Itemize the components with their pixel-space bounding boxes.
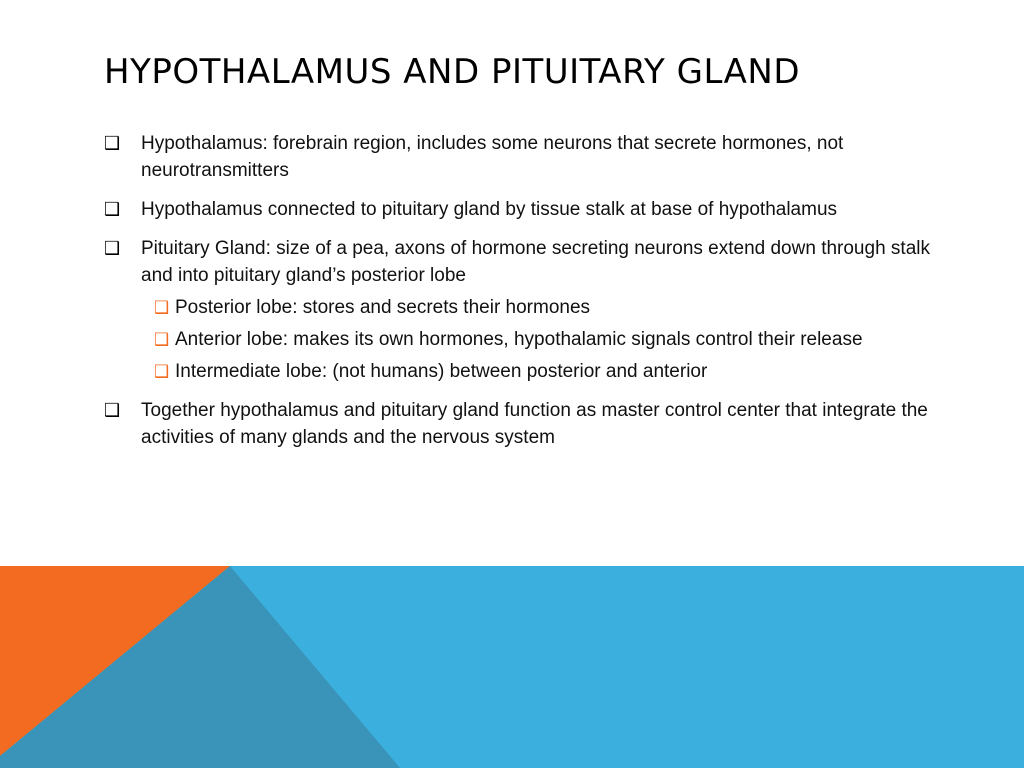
bullet-item	[104, 130, 934, 184]
bullet-item	[104, 235, 934, 289]
bullet-text: Together hypothalamus and pituitary gland function as master control center that integrate the activities of many glands and the nervous system	[141, 400, 928, 448]
sub-bullet-item	[104, 294, 934, 321]
bullet-term: Pituitary Gland:	[141, 238, 271, 259]
checkbox-outline-icon: ❑	[154, 362, 170, 381]
bullet-item	[104, 196, 934, 223]
sub-bullet-text: makes its own hormones, hypothalamic signals control their release	[288, 329, 863, 350]
sub-bullet-item	[104, 326, 934, 353]
bullet-text: size of a pea, axons of hormone secreting neurons extend down through stalk and into pituitary gland’s posterior lobe	[141, 238, 930, 286]
bullet-item	[104, 397, 934, 451]
sub-bullet-item	[104, 358, 934, 385]
checkbox-outline-icon: ❑	[154, 330, 170, 349]
sub-bullet-term: Intermediate lobe:	[175, 361, 328, 382]
decorative-footer-band	[0, 566, 1024, 768]
checkbox-outline-icon: ❑	[154, 298, 170, 317]
bullet-text: Hypothalamus connected to pituitary gland by tissue stalk at base of hypothalamus	[141, 199, 838, 220]
sub-bullet-text: (not humans) between posterior and anterior	[327, 361, 708, 382]
sub-bullet-text: stores and secrets their hormones	[297, 297, 591, 318]
sub-bullet-term: Posterior lobe:	[175, 297, 298, 318]
slide-title: HYPOTHALAMUS AND PITUITARY GLAND	[104, 52, 801, 92]
checkbox-outline-icon: ❑	[104, 199, 121, 219]
checkbox-outline-icon: ❑	[104, 238, 121, 258]
bullet-list	[104, 130, 934, 463]
checkbox-outline-icon: ❑	[104, 400, 121, 420]
checkbox-outline-icon: ❑	[104, 133, 121, 153]
bullet-term: Hypothalamus:	[141, 133, 268, 154]
bullet-text: forebrain region, includes some neurons that secrete hormones, not neurotransmitters	[141, 133, 844, 181]
sub-bullet-term: Anterior lobe:	[175, 329, 289, 350]
